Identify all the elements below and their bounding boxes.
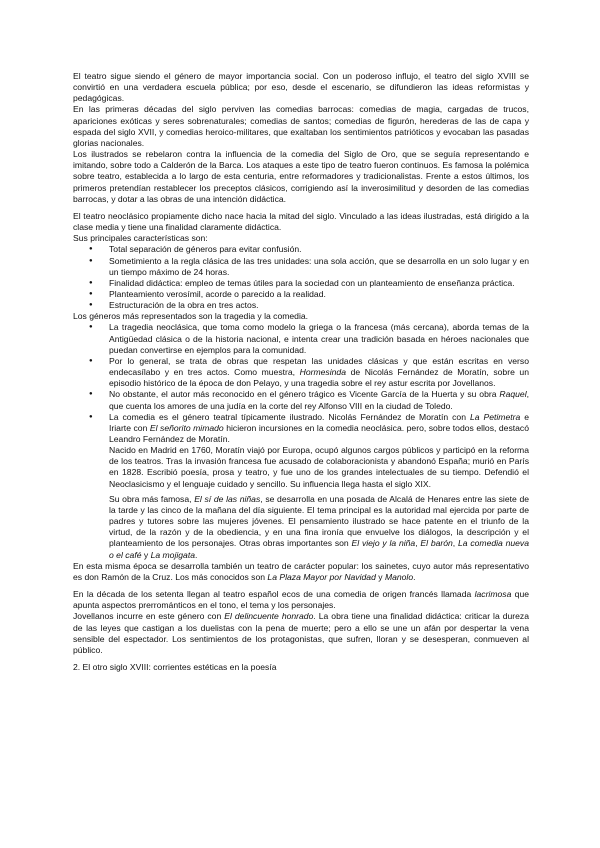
text: Por lo general, se trata de obras que respetan las unidades clásicas y que están escritas en verso endecasílabo y en tres actos. Como muestra, bbox=[109, 355, 529, 378]
text: En esta misma época se desarrolla también un teatro de carácter popular: los sainetes, cuyo autor más representativo es don Ramón de la Cruz. Los más conocidos son bbox=[73, 560, 529, 582]
caracteristicas-list bbox=[73, 244, 529, 311]
work-title: El viejo y la niña bbox=[351, 538, 416, 549]
text: , bbox=[452, 538, 456, 549]
popular-paragraph bbox=[73, 561, 529, 583]
work-title: El delincuente honrado bbox=[224, 611, 314, 622]
moratin-biography: Nacido en Madrid en 1760, Moratín viajó por Europa, ocupó algunos cargos públicos y participó en la reforma de los teatros. Tras la invasión francesa fue acusado de colaboracionista y abandonó España; murió en París en 1828. Escribió poesía, prosa y teatro, y fue uno de los grandes intelectuales de su tiempo. Defendió el Neoclasicismo y el lenguaje cuidado y sencillo. Su influencia llega hasta el siglo XIX. bbox=[109, 445, 529, 489]
text: de Nicolás Fernández de Moratín, sobre un episodio histórico de la época de don Pelayo, y una tragedia sobre el rey astur escrita por Jovellanos. bbox=[109, 367, 529, 389]
intro-paragraph-1: El teatro sigue siendo el género de mayor importancia social. Con un poderoso influjo, el teatro del siglo XVIII se convirtió en una verdadera escuela pública; por eso, desde el escenario, se difundieron las ideas reformistas y pedagógicas. bbox=[73, 71, 529, 104]
list-item-tragedia: ● La tragedia neoclásica, que toma como modelo la griega o la francesa (más cercana), aborda temas de la Antigüedad clásica o de la historia nacional, e intenta crear una tradición basada en héroes nacionales que puedan convertirse en ejemplos para la comunidad. bbox=[109, 322, 529, 355]
generos-title: Los géneros más representados son la tragedia y la comedia. bbox=[73, 311, 309, 322]
text: e Iriarte con bbox=[109, 411, 530, 433]
neoclasico-paragraph: El teatro neoclásico propiamente dicho nace hacia la mitad del siglo. Vinculado a las ideas ilustradas, está dirigido a la clase media y tiene una finalidad claramente didáctica. bbox=[73, 210, 529, 233]
list-item: ● Sometimiento a la regla clásica de las tres unidades: una sola acción, que se desarrolla en un solo lugar y en un tiempo máximo de 24 horas. bbox=[109, 256, 529, 278]
text: Su obra más famosa, bbox=[109, 493, 192, 504]
work-title: La Plaza Mayor por Navidad bbox=[267, 571, 376, 582]
text: No obstante, el autor más reconocido en el género trágico es Vicente García de la Huerta y su obra bbox=[109, 389, 497, 400]
text: La comedia es el género teatral típicamente ilustrado. Nicolás Fernández de Moratín con bbox=[109, 411, 466, 422]
intro-paragraph-3: Los ilustrados se rebelaron contra la influencia de la comedia del Siglo de Oro, que se seguía representando e imitando, sobre todo a Calderón de la Barca. Los ataques a este tipo de teatro fueron continuos. Es famosa la polémica sobre teatro, establecida a lo largo de esta centuria, entre reformadores y tradicionalistas. Frente a estos últimos, los primeros pretendían restablecer los preceptos clásicos, corrigiendo así la inverosimilitud y desorden de las comedias barrocas, y dotar a las obras de una intención didáctica. bbox=[73, 149, 529, 204]
generos-list bbox=[73, 322, 529, 560]
text: . bbox=[413, 571, 416, 582]
work-title: El sí de las niñas bbox=[194, 493, 261, 504]
document-page bbox=[73, 71, 529, 673]
list-item: ● Finalidad didáctica: empleo de temas útiles para la sociedad con un planteamiento de enseñanza práctica. bbox=[109, 278, 529, 289]
lacrimosa-paragraph-2 bbox=[73, 611, 529, 656]
text: que apunta aspectos prerrománticos en el tono, el tema y los personajes. bbox=[73, 589, 530, 611]
text: hicieron incursiones en la comedia neoclásica. pero, sobre todos ellos, destacó Leandro Fernández de Moratín. bbox=[109, 422, 529, 444]
intro-paragraph-2: En las primeras décadas del siglo perviven las comedias barrocas: comedias de magia, cargadas de trucos, apariciones exóticas y seres sobrenaturales; comedias de santos; comedias de figurón, herederas de las de capa y espada del siglo XVII, y comedias heroico-militares, que exaltaban los sentimientos patrióticos y evocaban las pasadas glorias nacionales. bbox=[73, 104, 529, 148]
list-item: ● Planteamiento verosímil, acorde o parecido a la realidad. bbox=[109, 289, 529, 300]
text: y bbox=[143, 549, 149, 560]
lacrimosa-paragraph-1 bbox=[73, 589, 529, 611]
work-title: La Petimetra bbox=[469, 411, 521, 422]
list-item: ● Estructuración de la obra en tres actos. bbox=[109, 300, 529, 311]
list-item: ● Total separación de géneros para evitar confusión. bbox=[109, 244, 529, 255]
work-title: Manolo bbox=[384, 571, 414, 582]
term: lacrimosa bbox=[474, 589, 512, 600]
work-title: La comedia nueva o el café bbox=[109, 538, 530, 560]
list-item-noobstante bbox=[109, 389, 529, 411]
section-heading: 2. El otro siglo XVIII: corrientes estéticas en la poesía bbox=[73, 661, 277, 672]
list-item-comedia bbox=[109, 412, 529, 561]
list-item-general bbox=[109, 356, 529, 389]
work-title: La mojigata bbox=[150, 549, 196, 560]
text: En la década de los setenta llegan al teatro español ecos de una comedia de origen francés llamada bbox=[73, 589, 472, 600]
text: Jovellanos incurre en este género con bbox=[73, 611, 222, 622]
text: . bbox=[195, 549, 198, 560]
text: y bbox=[378, 571, 383, 582]
caracteristicas-title: Sus principales características son: bbox=[73, 233, 208, 244]
work-title: El señorito mimado bbox=[149, 422, 224, 433]
text: . La obra tiene una finalidad didáctica: criticar la dureza de las leyes que castigan a los duelistas con la pena de muerte; pero a ello se une un afán por despertar la vena sensible del espectador. Los sentimientos de los protagonistas, que sufren, lloran y se desesperan, conmueven al público. bbox=[73, 611, 529, 655]
work-title: Hormesinda bbox=[299, 367, 346, 378]
text: , que cuenta los amores de una judía en la corte del rey Alfonso VIII en la ciudad de Toledo. bbox=[109, 389, 529, 411]
text: , bbox=[415, 538, 418, 549]
text: , se desarrolla en una posada de Alcalá de Henares entre las siete de la tarde y las cinco de la mañana del día siguiente. El tema principal es la autoridad mal ejercida por parte de padres y tutores sobre las mujeres jóvenes. El pensamiento ilustrado se hace patente en el triunfo de la virtud, de la razón y de la obediencia, y en una fina ironía que envuelve los diálogos, la descripción y el planteamiento de los personajes. Otras obras importantes son bbox=[109, 493, 530, 549]
work-title: Raquel bbox=[499, 389, 527, 400]
moratin-obra bbox=[109, 494, 529, 561]
work-title: El barón bbox=[420, 538, 453, 549]
